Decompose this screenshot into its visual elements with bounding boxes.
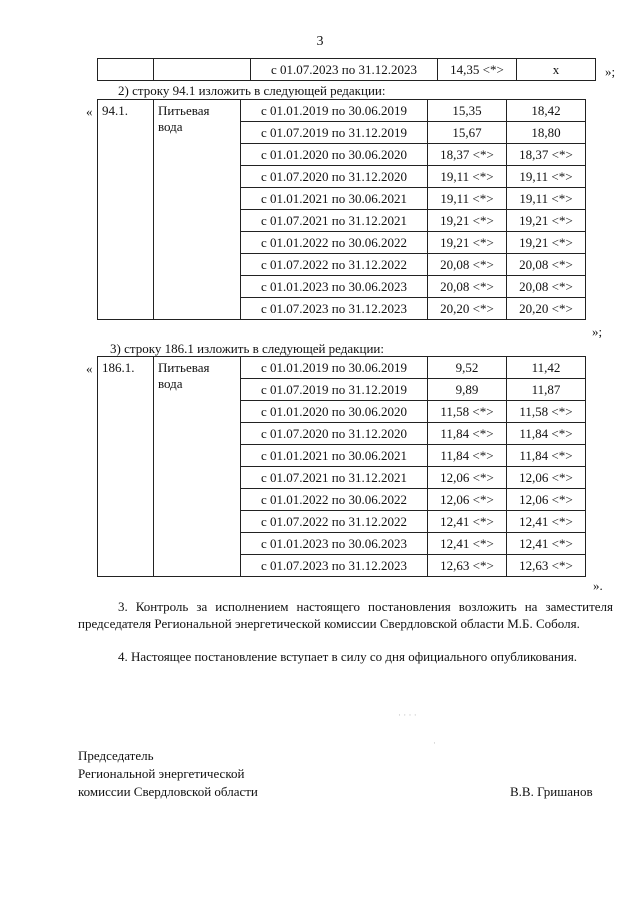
tariff-value-2: 11,87 xyxy=(507,379,586,401)
tariff-value-1: 20,08 <*> xyxy=(428,276,507,298)
tariff-value-1: 9,89 xyxy=(428,379,507,401)
opening-quote: « xyxy=(86,104,93,119)
period-cell: с 01.01.2023 по 30.06.2023 xyxy=(241,533,428,555)
tariff-value-2: 20,08 <*> xyxy=(507,276,586,298)
period-cell: с 01.01.2020 по 30.06.2020 xyxy=(241,144,428,166)
closing-quote: »; xyxy=(605,64,616,79)
row-number-cell: 186.1. xyxy=(98,357,154,577)
table-row xyxy=(98,100,586,122)
period-cell: с 01.01.2022 по 30.06.2022 xyxy=(241,489,428,511)
tariff-table-94-1 xyxy=(97,99,586,320)
signature-title-line1: Председатель xyxy=(78,748,154,763)
tariff-value-1: 9,52 xyxy=(428,357,507,379)
tariff-value-2: 19,21 <*> xyxy=(507,232,586,254)
tariff-value-1: 12,06 <*> xyxy=(428,467,507,489)
period-cell: с 01.07.2019 по 31.12.2019 xyxy=(241,379,428,401)
opening-quote: « xyxy=(86,361,93,376)
top-continuation-table xyxy=(97,58,596,81)
signatory-name: В.В. Гришанов xyxy=(510,784,593,799)
tariff-value-2: 11,84 <*> xyxy=(507,445,586,467)
signature-title-line2: Региональной энергетической xyxy=(78,766,245,781)
service-name-cell: Питьевая вода xyxy=(154,100,241,320)
empty-cell xyxy=(154,59,251,81)
tariff-value-2: 20,08 <*> xyxy=(507,254,586,276)
period-cell: с 01.07.2019 по 31.12.2019 xyxy=(241,122,428,144)
period-cell: с 01.01.2019 по 30.06.2019 xyxy=(241,357,428,379)
tariff-value-2: х xyxy=(517,59,596,81)
period-cell: с 01.01.2019 по 30.06.2019 xyxy=(241,100,428,122)
empty-cell xyxy=(98,59,154,81)
tariff-table-186-1 xyxy=(97,356,586,577)
tariff-value-1: 19,11 <*> xyxy=(428,166,507,188)
tariff-value-2: 12,06 <*> xyxy=(507,467,586,489)
tariff-value-1: 19,21 <*> xyxy=(428,210,507,232)
tariff-value-2: 18,37 <*> xyxy=(507,144,586,166)
tariff-value-2: 20,20 <*> xyxy=(507,298,586,320)
tariff-value-1: 12,06 <*> xyxy=(428,489,507,511)
page-number: 3 xyxy=(316,34,324,49)
tariff-value-2: 19,21 <*> xyxy=(507,210,586,232)
tariff-value-1: 11,58 <*> xyxy=(428,401,507,423)
table-row xyxy=(98,357,586,379)
tariff-value-2: 11,42 xyxy=(507,357,586,379)
table-row xyxy=(98,59,596,81)
tariff-value-1: 12,63 <*> xyxy=(428,555,507,577)
tariff-value-1: 18,37 <*> xyxy=(428,144,507,166)
period-cell: с 01.07.2022 по 31.12.2022 xyxy=(241,511,428,533)
period-cell: с 01.01.2023 по 30.06.2023 xyxy=(241,276,428,298)
period-cell: с 01.07.2020 по 31.12.2020 xyxy=(241,166,428,188)
period-cell: с 01.07.2021 по 31.12.2021 xyxy=(241,467,428,489)
scan-mark: · · · · xyxy=(398,710,417,720)
period-cell: с 01.01.2021 по 30.06.2021 xyxy=(241,188,428,210)
item3-intro: 3) строку 186.1 изложить в следующей редакции: xyxy=(110,341,384,356)
tariff-value-2: 12,06 <*> xyxy=(507,489,586,511)
tariff-value-1: 20,20 <*> xyxy=(428,298,507,320)
tariff-value-1: 12,41 <*> xyxy=(428,511,507,533)
tariff-value-2: 19,11 <*> xyxy=(507,188,586,210)
period-cell: с 01.07.2022 по 31.12.2022 xyxy=(241,254,428,276)
tariff-value-1: 12,41 <*> xyxy=(428,533,507,555)
tariff-value-2: 18,80 xyxy=(507,122,586,144)
paragraph-3: 3. Контроль за исполнением настоящего постановления возложить на заместителя председателя Региональной энергетической комиссии Свердловской области М.Б. Соболя. xyxy=(78,599,613,631)
tariff-value-1: 15,35 xyxy=(428,100,507,122)
period-cell: с 01.01.2021 по 30.06.2021 xyxy=(241,445,428,467)
item2-intro: 2) строку 94.1 изложить в следующей редакции: xyxy=(118,83,386,98)
tariff-value-1: 15,67 xyxy=(428,122,507,144)
period-cell: с 01.07.2023 по 31.12.2023 xyxy=(241,555,428,577)
tariff-value-2: 11,58 <*> xyxy=(507,401,586,423)
tariff-value-2: 12,63 <*> xyxy=(507,555,586,577)
signature-title-line3: комиссии Свердловской области xyxy=(78,784,258,799)
period-cell: с 01.07.2020 по 31.12.2020 xyxy=(241,423,428,445)
tariff-value-2: 12,41 <*> xyxy=(507,511,586,533)
tariff-value-2: 18,42 xyxy=(507,100,586,122)
row-number-cell: 94.1. xyxy=(98,100,154,320)
tariff-value-1: 11,84 <*> xyxy=(428,423,507,445)
period-cell: с 01.07.2023 по 31.12.2023 xyxy=(241,298,428,320)
period-cell: с 01.01.2020 по 30.06.2020 xyxy=(241,401,428,423)
tariff-value-1: 11,84 <*> xyxy=(428,445,507,467)
tariff-value-1: 20,08 <*> xyxy=(428,254,507,276)
closing-quote: »; xyxy=(592,324,603,339)
period-cell: с 01.01.2022 по 30.06.2022 xyxy=(241,232,428,254)
tariff-value-1: 19,21 <*> xyxy=(428,232,507,254)
service-name-cell: Питьевая вода xyxy=(154,357,241,577)
tariff-value-2: 12,41 <*> xyxy=(507,533,586,555)
tariff-value-2: 11,84 <*> xyxy=(507,423,586,445)
period-cell: с 01.07.2023 по 31.12.2023 xyxy=(251,59,438,81)
tariff-value-2: 19,11 <*> xyxy=(507,166,586,188)
tariff-value-1: 19,11 <*> xyxy=(428,188,507,210)
closing-quote: ». xyxy=(593,578,603,593)
scan-mark: · xyxy=(433,738,436,748)
paragraph-4: 4. Настоящее постановление вступает в силу со дня официального опубликования. xyxy=(118,649,578,664)
period-cell: с 01.07.2021 по 31.12.2021 xyxy=(241,210,428,232)
tariff-value-1: 14,35 <*> xyxy=(438,59,517,81)
